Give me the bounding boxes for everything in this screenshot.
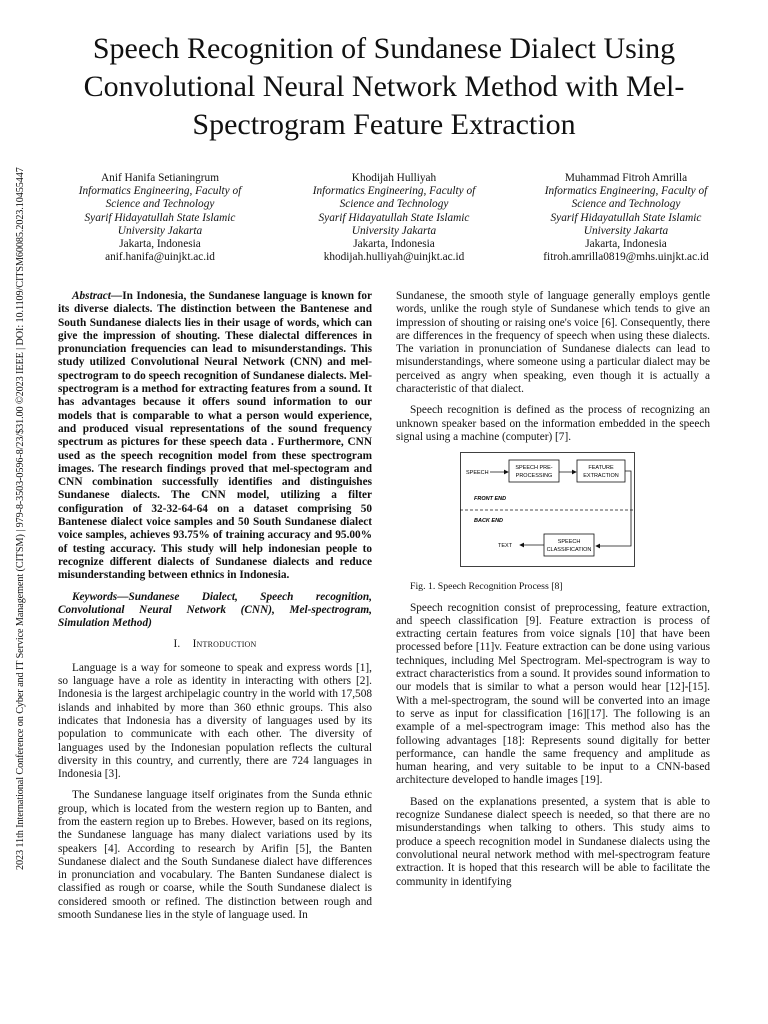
body-paragraph: Sundanese, the smooth style of language generally employs gentle words, unlike the rough style of Sundanese which tends to give an impression of shouting or raising one's voice [6]. Consequently, there are differences in the frequency of speech when using these dialects. The variation in pronunciation of Sundanese dialects can lead to misunderstandings, where someone using a particular dialect may be perceived as angry when speaking, even though it is actually a characteristic of that dialect. (396, 290, 710, 396)
paper-title: Speech Recognition of Sundanese Dialect Using Convolutional Neural Network Method with Mel-Spectrogram Feature Extraction (83, 32, 685, 141)
body-paragraph: Language is a way for someone to speak and express words [1], so language have a role as identity in interacting with others [2]. Indonesia is the largest archipelagic country in the world with 17,508 islands and inhabited by more than 360 ethnic groups. This also indicates that Indonesia has a diversity of languages used by its population to communicate with each other. The diversity of languages used by the Indonesian population reflects the cultural diversity in this country, and currently, there are 724 languages in Indonesia [3]. (58, 661, 372, 781)
doi-sidebar: 2023 11th International Conference on Cyber and IT Service Management (CITSM) | 979-8-3503-0596-8/23/$31.00 ©2023 IEEE | DOI: 10.1109/CITSM60085.2023.10455447 (15, 167, 26, 870)
author-email: fitroh.amrilla0819@mhs.uinjkt.ac.id (543, 251, 709, 264)
author-affiliation: Informatics Engineering, Faculty of (312, 185, 476, 198)
feature-extraction-label: EXTRACTION (583, 473, 619, 480)
section-heading (58, 638, 372, 651)
front-end-label: FRONT END (474, 496, 507, 503)
speech-recognition-diagram (460, 452, 720, 568)
preprocessing-label: PROCESSING (515, 473, 553, 480)
speech-label: SPEECH (466, 470, 489, 477)
body-paragraph: Based on the explanations presented, a system that is able to recognize Sundanese dialect speech is needed, so that there are no misunderstandings when talking to others. This study aims to produce a speech recognition model in Sundanese dialects using the convolutional neural network method with mel-spectrogram feature extraction. It is hoped that this research will be able to facilitate the community in identifying (396, 795, 710, 888)
author-name: Anif Hanifa Setianingrum (101, 172, 219, 184)
right-column (396, 290, 710, 897)
body-paragraph: The Sundanese language itself originates from the Sunda ethnic group, which is located from the western region up to Banten, and from the eastern region up to Brebes. However, based on its regions, the Sundanese language has many dialect variations used by its speakers [4]. According to research by Arifin [5], the Banten Sundanese dialect and the South Sundanese dialect have differences in pronunciation and vocabulary. The Banten Sundanese dialect is classified as rough or coarse, while the South Sundanese dialect is considered smooth or refined. The distinction between rough and smooth Sundanese lies in the style of language used. In (58, 789, 372, 922)
author-email: anif.hanifa@uinjkt.ac.id (105, 251, 215, 264)
preprocessing-label: SPEECH PRE- (515, 465, 553, 472)
body-paragraph: Speech recognition is defined as the process of recognizing an unknown speaker based on the information embedded in the speech signal using a machine (computer) [7]. (396, 404, 710, 443)
keywords: Keywords—Sundanese Dialect, Speech recognition, Convolutional Neural Network (CNN), Mel-spectrogram, Simulation Method) (58, 590, 372, 630)
author-affiliation: Syarif Hidayatullah State Islamic (550, 211, 702, 224)
author-affiliation: University Jakarta (351, 224, 437, 237)
abstract (58, 290, 372, 583)
feature-extraction-label: FEATURE (588, 465, 614, 472)
text-output-label: TEXT (498, 543, 513, 550)
author-affiliation: University Jakarta (583, 224, 669, 237)
section-title: Introduction (192, 638, 257, 651)
author-3 (506, 172, 746, 264)
body-paragraph: Speech recognition consist of preprocessing, feature extraction, and speech classification [9]. Feature extraction is process of extracting certain features from voice signals [10] that have been processed before [11]v. Feature extraction can be done using various techniques, including Mel Spectrogram. Mel-spectrogram is way to extract characteristics from a sound. It provides sound information to our models that is similar to what a person would hear [12]-[15]. With a mel-spectrogram, the sound will be converted into an image to serve as input for classification [16][17]. The following is an example of a mel-spectrogram image: This method also has the following advantages [18]: Represents sound digitally for better performance, can handle the same frequency and amplitude as human hearing, and very suitable to be input to a CNN-based architecture developed to handle images [19]. (396, 601, 710, 787)
author-affiliation: Syarif Hidayatullah State Islamic (84, 211, 236, 224)
author-city: Jakarta, Indonesia (353, 238, 435, 251)
author-city: Jakarta, Indonesia (585, 238, 667, 251)
abstract-lead: Abstract— (72, 290, 123, 302)
diagram-svg (460, 452, 720, 568)
classification-label: SPEECH (557, 539, 581, 546)
author-affiliation: Science and Technology (571, 198, 681, 211)
figure-caption: Fig. 1. Speech Recognition Process [8] (410, 581, 563, 593)
back-end-label: BACK END (474, 518, 504, 525)
left-column (58, 290, 372, 930)
classification-label: CLASSIFICATION (546, 547, 592, 554)
author-1 (40, 172, 280, 264)
abstract-body: In Indonesia, the Sundanese language is known for its diverse dialects. The distinction between the Bantenese and South Sundanese dialects lies in their usage of words, which can give the impression of shouting. These dialectal differences in pronunciation frequencies can lead to misunderstandings. This study utilized Convolutional Neural Network (CNN) and mel-spectrogram to do speech recognition of Sundanese dialects. Mel-spectrogram is a method for extracting features from a sound. It has advantages because it offers sound information to our models that is comparable to what a person would experience, and produced visual representations of the sound frequency spectrum as pictures for these speech data . Furthermore, CNN used as the speech recognition model from these spectrogram images. The research findings proved that mel-spectogram and CNN combination successfully identifies and distinguishes Sundanese dialects. The CNN model, utilizing a filter configuration of 32-32-64-64 on a dataset comprising 50 Bantenese dialect voice samples and 50 South Sundanese dialect voice samples, achieves 93.75% of training accuracy and 95.00% of testing accuracy. This study will help indonesian people to recognize different dialects of Sundanese dialects and reduce misunderstanding between ethnics in Indonesia. (58, 290, 372, 582)
author-2 (274, 172, 514, 264)
author-city: Jakarta, Indonesia (119, 238, 201, 251)
author-affiliation: Science and Technology (339, 198, 449, 211)
author-affiliation: University Jakarta (117, 224, 203, 237)
author-affiliation: Informatics Engineering, Faculty of (544, 185, 708, 198)
author-name: Khodijah Hulliyah (351, 172, 437, 184)
author-email: khodijah.hulliyah@uinjkt.ac.id (323, 251, 465, 264)
section-number: I. (173, 638, 181, 651)
author-affiliation: Syarif Hidayatullah State Islamic (318, 211, 470, 224)
author-name: Muhammad Fitroh Amrilla (564, 172, 688, 184)
author-affiliation: Science and Technology (105, 198, 215, 211)
author-affiliation: Informatics Engineering, Faculty of (78, 185, 242, 198)
